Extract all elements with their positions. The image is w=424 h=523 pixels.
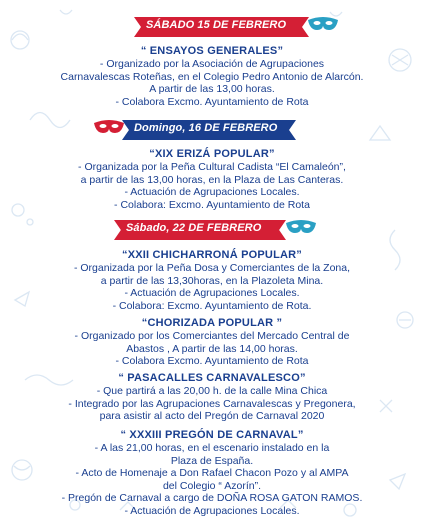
event-line: Plaza de España.: [170, 454, 254, 467]
event-title: “ XXXIII PREGÓN DE CARNAVAL”: [120, 429, 304, 441]
event-line: Carnavalescas Roteñas, en el Colegio Pedro Antonio de Alarcón.: [60, 70, 364, 83]
event-line: - Que partirá a las 20,00 h. de la calle Mina Chica: [96, 385, 328, 397]
event-title: “CHORIZADA POPULAR ”: [141, 317, 283, 329]
carnival-mask-icon: [284, 217, 318, 237]
event-chicharrona-popular: [0, 249, 424, 312]
event-pasacalles-carnavalesco: [0, 372, 424, 423]
date-banner-saturday-22: [114, 220, 324, 240]
event-chorizada-popular: [0, 317, 424, 368]
carnival-mask-icon: [92, 117, 126, 137]
event-line: a partir de las 13,30horas, en la Plazoleta Mina.: [100, 274, 324, 287]
event-title: “XXII CHICHARRONÁ POPULAR”: [122, 249, 302, 261]
event-pregon-de-carnaval: [0, 429, 424, 517]
event-line: - Organizado por la Asociación de Agrupaciones: [99, 58, 325, 70]
event-eriza-popular: [0, 148, 424, 211]
event-title: “XIX ERIZÁ POPULAR”: [149, 148, 275, 160]
event-title: “ ENSAYOS GENERALES”: [140, 45, 284, 57]
event-title: “ PASACALLES CARNAVALESCO”: [118, 372, 306, 384]
event-line: - Actuación de Agrupaciones Locales.: [124, 186, 300, 198]
event-line: - Organizada por la Peña Cultural Cadista “El Camaleón”,: [78, 161, 346, 173]
event-line: - Colabora: Excmo. Ayuntamiento de Rota: [114, 198, 310, 211]
event-line: - Actuación de Agrupaciones Locales.: [124, 287, 300, 299]
event-line: del Colegio “ Azorín”.: [162, 479, 262, 492]
event-line: a partir de las 13,00 horas, en la Plaza de Las Canteras.: [80, 173, 344, 186]
carnival-mask-icon: [306, 14, 340, 34]
event-line: - Organizada por la Peña Dosa y Comerciantes de la Zona,: [73, 262, 351, 274]
event-line: A partir de las 13,00 horas.: [149, 83, 275, 95]
event-line: - Colabora Excmo. Ayuntamiento de Rota: [115, 355, 309, 367]
date-label: Domingo, 16 DE FEBRERO: [134, 122, 278, 134]
event-line: - Colabora: Excmo. Ayuntamiento de Rota.: [112, 299, 312, 312]
event-line: para asistir al acto del Pregón de Carnaval 2020: [99, 410, 325, 422]
event-line: - Pregón de Carnaval a cargo de DOÑA ROSA GATON RAMOS.: [61, 492, 363, 504]
event-line: Abastos , A partir de las 14,00 horas.: [126, 342, 298, 355]
event-line: - Actuación de Agrupaciones Locales.: [124, 504, 300, 517]
date-banner-saturday-15: [134, 17, 334, 37]
event-line: - Integrado por las Agrupaciones Carnavalescas y Pregonera,: [68, 397, 356, 410]
event-line: - Colabora Excmo. Ayuntamiento de Rota: [115, 95, 309, 108]
event-line: - Acto de Homenaje a Don Rafael Chacon Pozo y al AMPA: [75, 467, 349, 479]
date-banner-sunday-16: [92, 120, 332, 140]
event-line: - Organizado por los Comerciantes del Mercado Central de: [74, 330, 350, 342]
date-label: Sábado, 22 DE FEBRERO: [126, 222, 262, 234]
event-line: - A las 21,00 horas, en el escenario instalado en la: [94, 442, 330, 454]
date-label: SÁBADO 15 DE FEBRERO: [146, 19, 287, 31]
event-ensayos-generales: [0, 45, 424, 108]
